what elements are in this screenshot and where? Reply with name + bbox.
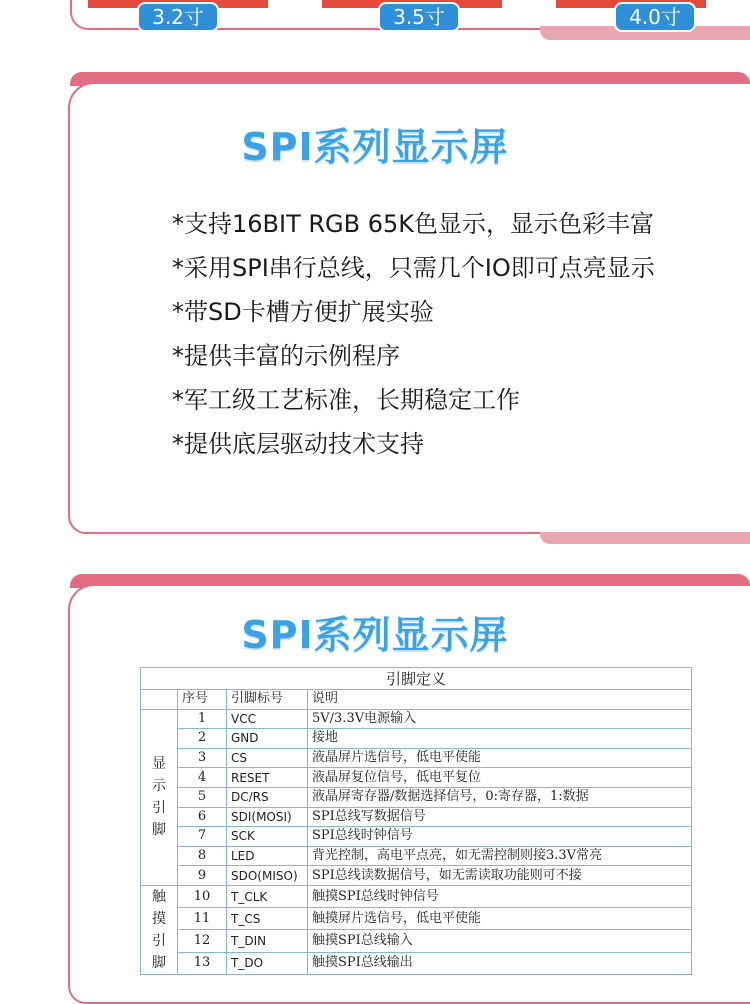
pin-description: SPI总线读数据信号，如无需读取功能则可不接 [308,866,692,886]
table-row [141,908,692,930]
pin-label: LED [227,846,308,866]
pin-description: SPI总线写数据信号 [308,807,692,827]
pin-description: 5V/3.3V电源输入 [308,709,692,729]
feature-item: *提供丰富的示例程序 [172,342,400,370]
pin-index: 11 [178,908,227,930]
pin-index: 13 [178,952,227,974]
pin-description: 接地 [308,729,692,749]
pin-description: SPI总线时钟信号 [308,827,692,847]
pin-label: GND [227,729,308,749]
pin-index: 5 [178,787,227,807]
pin-label: SDO(MISO) [227,866,308,886]
size-strip [0,0,750,42]
group-label-display: 显 示 引 脚 [141,709,178,885]
pin-description: 触摸SPI总线输入 [308,930,692,952]
pin-index: 12 [178,930,227,952]
pin-index: 9 [178,866,227,886]
pin-description: 触摸SPI总线时钟信号 [308,885,692,907]
feature-item: *采用SPI串行总线，只需几个IO即可点亮显示 [172,254,655,282]
features-title: SPI系列显示屏 [241,125,509,169]
pin-index: 3 [178,748,227,768]
pin-description: 触摸SPI总线输出 [308,952,692,974]
table-row [141,885,692,907]
feature-item: *支持16BIT RGB 65K色显示，显示色彩丰富 [172,210,655,238]
feature-list [172,204,655,468]
pin-label: SCK [227,827,308,847]
pin-card-title: SPI系列显示屏 [241,613,509,657]
table-row [141,729,692,749]
group-label-touch: 触 摸 引 脚 [141,885,178,974]
header-index: 序号 [178,690,227,710]
table-caption: 引脚定义 [141,668,692,690]
pin-index: 1 [178,709,227,729]
table-row [141,787,692,807]
table-row [141,807,692,827]
table-row [141,930,692,952]
pin-label: VCC [227,709,308,729]
pin-description: 触摸屏片选信号，低电平使能 [308,908,692,930]
pin-description: 液晶屏寄存器/数据选择信号，0:寄存器，1:数据 [308,787,692,807]
table-row [141,768,692,788]
feature-item: *提供底层驱动技术支持 [172,430,424,458]
pin-index: 6 [178,807,227,827]
pin-index: 10 [178,885,227,907]
pin-index: 7 [178,827,227,847]
pin-description: 液晶屏复位信号，低电平复位 [308,768,692,788]
pin-label: T_DIN [227,930,308,952]
pin-definition-table [140,667,692,975]
table-row [141,952,692,974]
size-label-4-0: 4.0寸 [614,2,696,32]
feature-item: *带SD卡槽方便扩展实验 [172,298,434,326]
size-label-3-5: 3.5寸 [378,2,460,32]
table-row [141,709,692,729]
pin-index: 2 [178,729,227,749]
pin-index: 8 [178,846,227,866]
pin-description: 背光控制，高电平点亮，如无需控制则接3.3V常亮 [308,846,692,866]
pin-description: 液晶屏片选信号，低电平使能 [308,748,692,768]
pin-label: T_CS [227,908,308,930]
size-label-3-2: 3.2寸 [137,2,219,32]
header-pin: 引脚标号 [227,690,308,710]
pin-label: T_CLK [227,885,308,907]
pin-label: SDI(MOSI) [227,807,308,827]
table-row [141,827,692,847]
pin-label: RESET [227,768,308,788]
table-row [141,846,692,866]
pin-index: 4 [178,768,227,788]
pin-label: CS [227,748,308,768]
header-desc: 说明 [308,690,692,710]
pin-label: DC/RS [227,787,308,807]
header-blank [141,690,178,710]
table-row [141,748,692,768]
table-row [141,866,692,886]
table-header-row [141,690,692,710]
feature-item: *军工级工艺标准，长期稳定工作 [172,386,520,414]
pin-label: T_DO [227,952,308,974]
card-foot-shadow [540,532,750,544]
